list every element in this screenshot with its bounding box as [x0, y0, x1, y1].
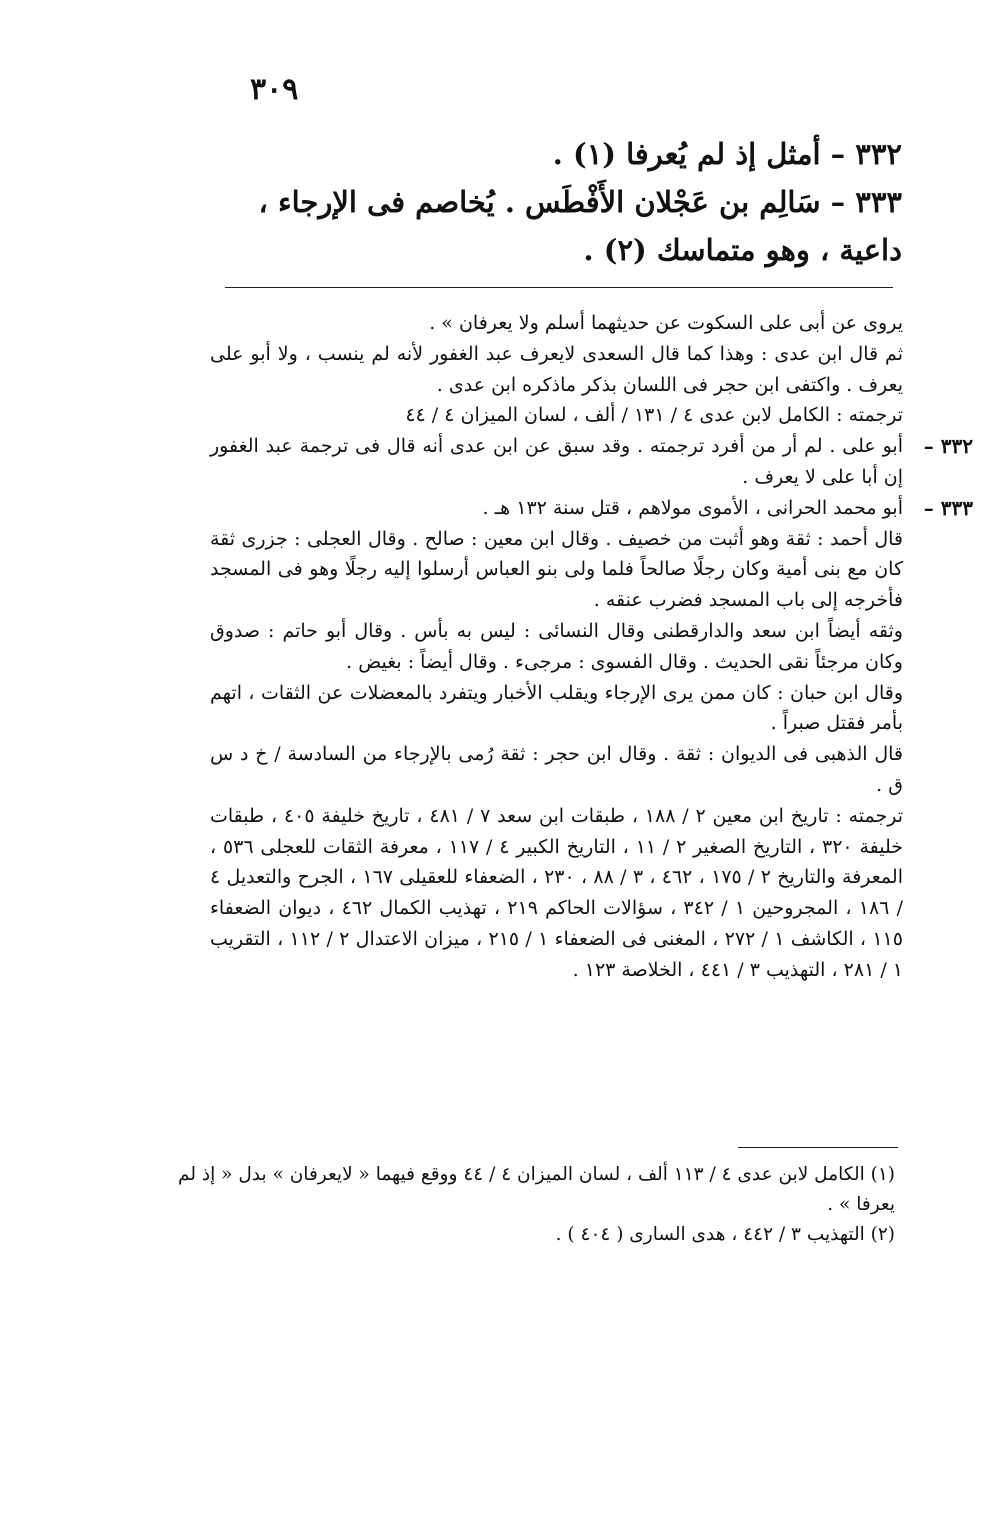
main-entry-332	[210, 130, 902, 178]
main-entry-333	[210, 178, 902, 274]
entry-text: – سَالِم بن عَجْلان الأَفْطَس . يُخاصم فى الإرجاء ، داعية ، وهو متماسك (٢) .	[258, 185, 902, 267]
note-block-332	[210, 431, 973, 493]
note-text: وثقه أيضاً ابن سعد والدارقطنى وقال النسائى : ليس به بأس . وقال أبو حاتم : صدوق وكان مرجئاً نقى الحديث . وقال الفسوى : مرجىء . وقال أيضاً : بغيض .	[210, 619, 903, 673]
note-text: أبو محمد الحرانى ، الأموى مولاهم ، قتل سنة ١٣٢ هـ .	[482, 496, 903, 519]
note-text: وقال ابن حبان : كان ممن يرى الإرجاء ويقلب الأخبار ويتفرد بالمعضلات عن الثقات ، اتهم بأمر فقتل صبراً .	[210, 681, 903, 735]
footnote-1: (١) الكامل لابن عدى ٤ / ١١٣ ألف ، لسان الميزان ٤ / ٤٤ ووقع فيهما « لايعرفان » بدل « إذ لم يعرفا » .	[178, 1164, 895, 1215]
entry-number: ٣٣٣	[855, 185, 902, 219]
footnote-separator-line	[738, 1147, 898, 1148]
note-text: ترجمته : تاريخ ابن معين ٢ / ١٨٨ ، طبقات ابن سعد ٧ / ٤٨١ ، تاريخ خليفة ٤٠٥ ، طبقات خليفة ٣٢٠ ، التاريخ الصغير ٢ / ١١ ، التاريخ الكبير ٤ / ١١٧ ، معرفة الثقات للعجلى ٥٣٦ ، المعرفة والتاريخ ٢ / ١٧٥ ، ٤٦٢ ، ٣ / ٨٨ ، ٢٣٠ ، الضعفاء للعقيلى ١٦٧ ، الجرح والتعديل ٤ / ١٨٦ ، المجروحين ١ / ٣٤٢ ، سؤالات الحاكم ٢١٩ ، تهذيب الكمال ٤٦٢ ، ديوان الضعفاء ١١٥ ، الكاشف ١ / ٢٧٢ ، المغنى فى الضعفاء ١ / ٢١٥ ، ميزان الاعتدال ٢ / ١١٢ ، التقريب ١ / ٢٨١ ، التهذيب ٣ / ٤٤١ ، الخلاصة ١٢٣ .	[210, 804, 904, 981]
note-block-333	[210, 493, 973, 986]
entry-text: – أمثل إذ لم يُعرفا (١) .	[552, 137, 846, 171]
page-number: ٣٠٩	[250, 72, 299, 107]
commentary-notes	[210, 308, 973, 986]
note-text: قال أحمد : ثقة وهو أثبت من خصيف . وقال ابن معين : صالح . وقال العجلى : جزرى ثقة كان مع بنى أمية وكان رجلًا صالحاً فلما ولى بنو العباس أرسلوا إليه رجلًا وهو فى المسجد فأخرجه إلى باب المسجد فضرب عنقه .	[210, 527, 903, 612]
note-number: ٣٣٣ –	[923, 495, 973, 520]
note-line: يروى عن أبى على السكوت عن حديثهما أسلم ولا يعرفان » .	[429, 312, 903, 334]
footnote-2: (٢) التهذيب ٣ / ٤٤٢ ، هدى السارى ( ٤٠٤ ) .	[555, 1224, 895, 1245]
note-number: ٣٣٢ –	[923, 434, 973, 459]
footnotes	[160, 1160, 895, 1250]
note-line: ترجمته : الكامل لابن عدى ٤ / ١٣١ / ألف ، لسان الميزان ٤ / ٤٤	[405, 404, 903, 427]
note-text: قال الذهبى فى الديوان : ثقة . وقال ابن حجر : ثقة رُمى بالإرجاء من السادسة / خ د س ق .	[210, 743, 903, 796]
entry-number: ٣٣٢	[855, 137, 902, 171]
note-text: أبو على . لم أر من أفرد ترجمته . وقد سبق عن ابن عدى أنه قال فى ترجمة عبد الغفور إن أبا على لا يعرف .	[210, 435, 903, 488]
main-separator-line	[225, 287, 893, 288]
note-line: ثم قال ابن عدى : وهذا كما قال السعدى لايعرف عبد الغفور لأنه لم ينسب ، ولا أبو على يعرف . واكتفى ابن حجر فى اللسان بذكر ماذكره ابن عدى .	[210, 342, 903, 396]
